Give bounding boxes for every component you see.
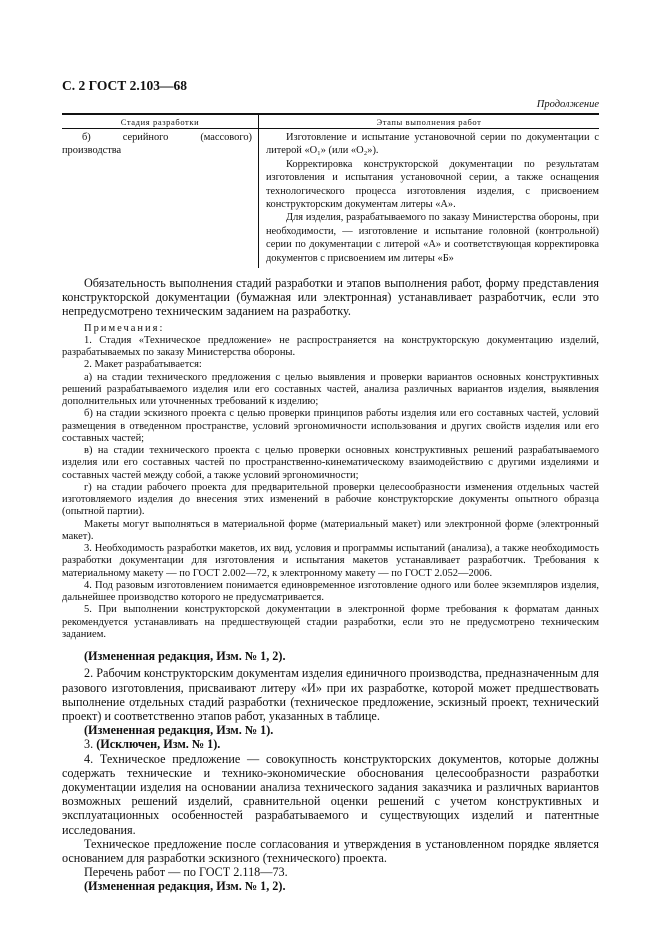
amendment-note: (Измененная редакция, Изм. № 1, 2).: [84, 649, 286, 664]
note-item: 4. Под разовым изготовлением понимается единовременное изготовление одного или более экземпляров изделия, дальнейшее производство которого не предусматривается.: [62, 579, 599, 604]
column-header-stage: Стадия разработки: [62, 114, 259, 129]
continuation-label: Продолжение: [536, 99, 599, 110]
paragraph: 2. Рабочим конструкторским документам изделия единичного производства, предназначенным для разового изготовления, присваивают литеру «И» при их разработке, которой может предшествовать выполнение отдельных стадий разработки (техническое предложение, эскизный проект, технический проект) и соответственно этапов работ, указанных в таблице.: [62, 666, 599, 723]
paragraph: 4. Техническое предложение — совокупность конструкторских документов, которые должны содержать технические и технико-экономические обоснования целесообразности разработки документации изделия на основании анализа технического задания заказчика и различных вариантов возможных решений изделий, сравнительной оценки решений с учетом конструктивных и эксплуатационных особенностей разрабатываемого и существующих изделий и патентные исследования.: [62, 751, 599, 837]
note-item: 2. Макет разрабатывается:: [84, 359, 202, 371]
amendment-note: (Измененная редакция, Изм. № 1, 2).: [84, 879, 286, 894]
note-item: а) на стадии технического предложения с целью выявления и проверки вариантов основных конструктивных решений разрабатываемого изделия или его составных частей, анализа различных вариантов изделия, выявления дополнительных или уточненных требований к изделию;: [62, 371, 599, 408]
paragraph: Перечень работ — по ГОСТ 2.118—73.: [84, 865, 288, 880]
step-text: Корректировка конструкторской документации по результатам изготовления и испытания установочной серии, а также оснащения технологического процесса изготовления изделия, с присвоением конструкторским документам литеры «А».: [266, 158, 599, 211]
note-item: 3. Необходимость разработки макетов, их вид, условия и программы испытаний (анализа), а также необходимость разработки документации для изготовления и испытания макетов устанавливает разработчик. Требования к материальному макету — по ГОСТ 2.002—72, к электронному макету — по ГОСТ 2.052—2006.: [62, 543, 599, 579]
note-item: 1. Стадия «Техническое предложение» не распространяется на конструкторскую документацию изделий, разрабатываемых по заказу Министерства обороны.: [62, 334, 599, 359]
note-item: г) на стадии рабочего проекта для предварительной проверки целесообразности изменения отдельных частей изготовляемого изделия до внесения этих изменений в рабочие конструкторские документы опытного образца (опытной партии).: [62, 481, 599, 518]
document-page: [62, 0, 599, 894]
item-number: 3.: [84, 737, 97, 752]
notes-title: Примечания:: [84, 322, 165, 334]
note-item: 5. При выполнении конструкторской документации в электронной форме требования к форматам данных рекомендуется устанавливать на предшествующей стадии разработки, если это не предусмотрено техническим заданием.: [62, 604, 599, 640]
note-item: Макеты могут выполняться в материальной форме (материальный макет) или электронной форме (электронный макет).: [62, 518, 599, 542]
excluded-note: (Исключен, Изм. № 1).: [96, 737, 221, 752]
step-text: Изготовление и испытание установочной серии по документации с литерой «О₁» (или «О₂»).: [266, 132, 599, 157]
notes: [62, 323, 599, 642]
amendment-note: (Измененная редакция, Изм. № 1).: [84, 723, 274, 738]
column-header-steps: Этапы выполнения работ: [259, 114, 600, 129]
page-header: С. 2 ГОСТ 2.103—68: [62, 78, 188, 93]
step-text: Для изделия, разрабатываемого по заказу Министерства обороны, при необходимости, — изготовление и испытание головной (контрольной) серии по документации с литерой «А» и соответствующая корректировка документов с присвоением им литеры «Б»: [266, 212, 599, 264]
note-item: б) на стадии эскизного проекта с целью проверки принципов работы изделия или его составных частей, условий размещения в отведенном пространстве, условий эргономичности использования и других свойств изделия или его составных частей;: [62, 408, 599, 444]
table-row: [62, 129, 599, 269]
stage-cell: б) серийного (массового) производства: [62, 132, 252, 157]
stages-table: [62, 113, 599, 268]
paragraph: Техническое предложение после согласования и утверждения в установленном порядке является основанием для разработки эскизного (технического) проекта.: [62, 836, 599, 866]
paragraph: Обязательность выполнения стадий разработки и этапов выполнения работ, форму представления конструкторской документации (бумажная или электронная) устанавливает разработчик, если это непредусмотрено техническим заданием на разработку.: [62, 276, 599, 319]
note-item: в) на стадии технического проекта с целью проверки основных конструктивных решений разрабатываемого изделия или его составных частей по пространственно-кинематическому взаимодействию с другими изделиями и составных частей между собой, а также условий эргономичности;: [62, 445, 599, 481]
